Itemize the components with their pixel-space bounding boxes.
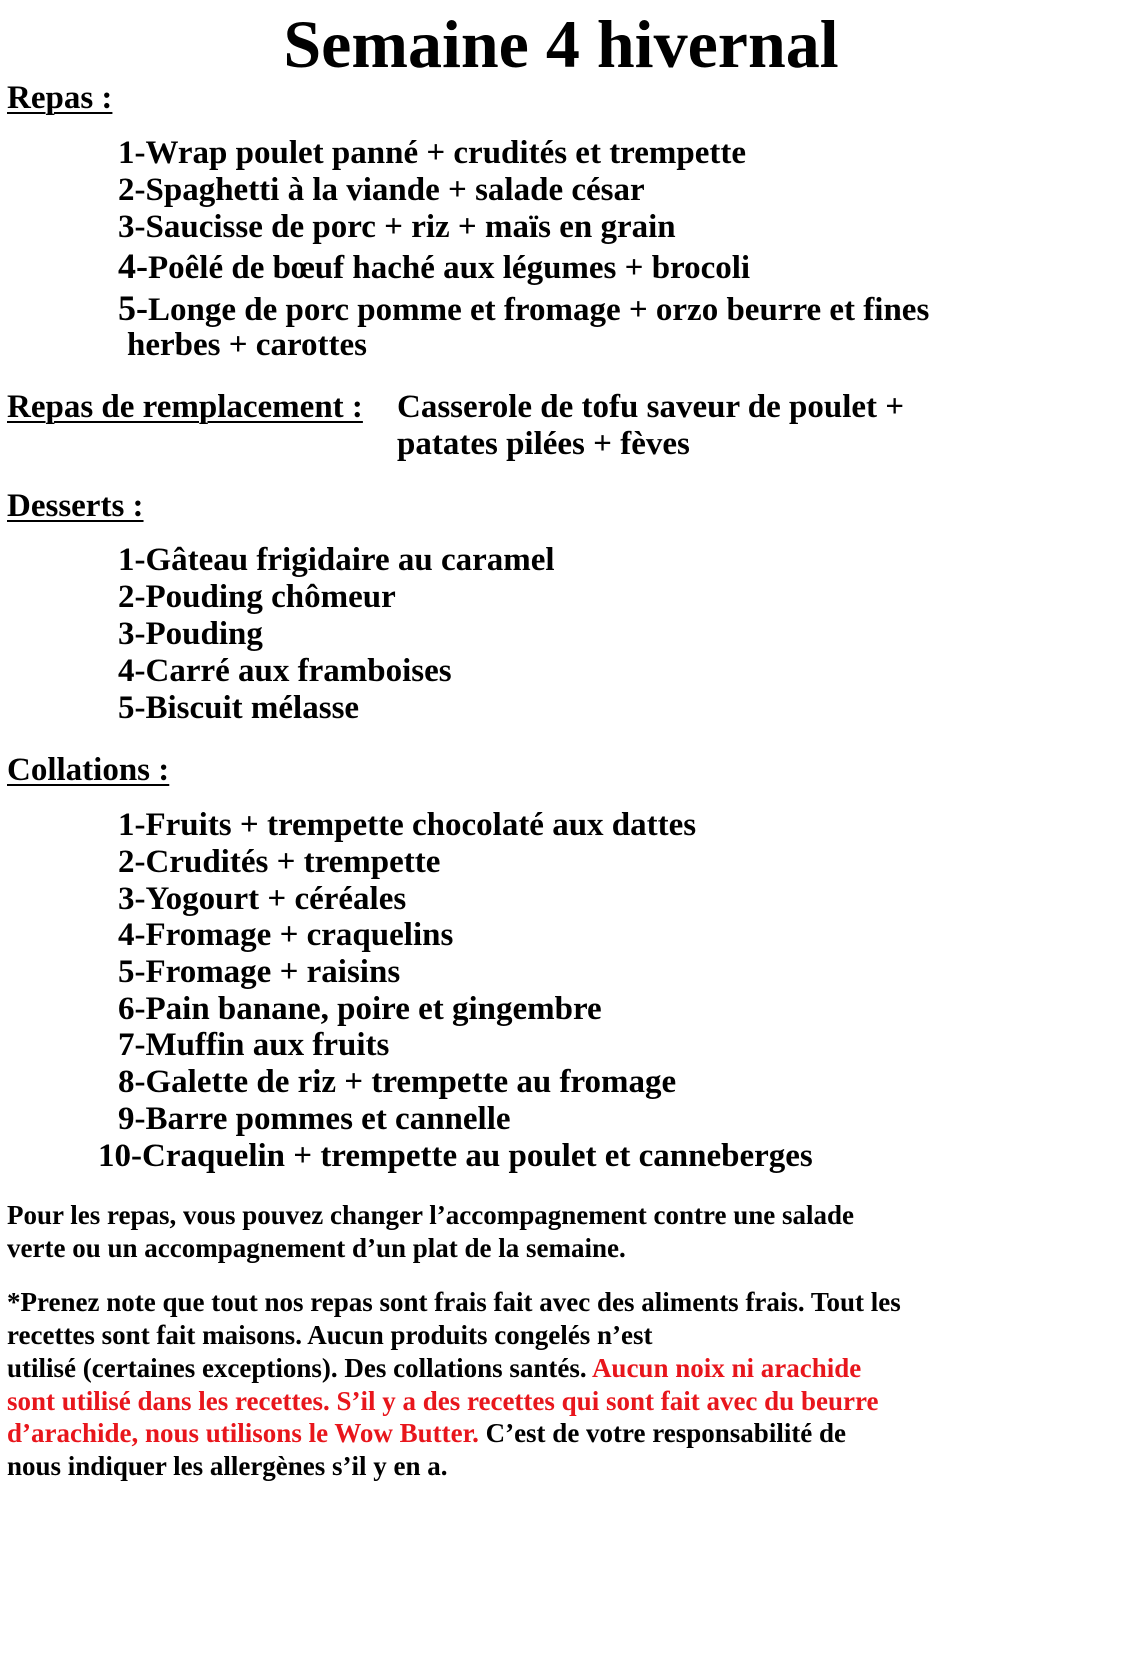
replacement-text: Casserole de tofu saveur de poulet + bbox=[397, 389, 905, 425]
meal-item-continuation: herbes + carottes bbox=[127, 327, 367, 363]
snack-item: 5-Fromage + raisins bbox=[118, 954, 401, 990]
dessert-item: 3-Pouding bbox=[118, 616, 263, 652]
allergy-note: *Prenez note que tout nos repas sont frais fait avec des aliments frais. Tout les bbox=[7, 1287, 901, 1317]
allergy-note bbox=[7, 1351, 861, 1385]
meal-item bbox=[118, 289, 929, 329]
allergy-warning: d’arachide, nous utilisons le Wow Butter. bbox=[7, 1418, 479, 1448]
snack-item: 6-Pain banane, poire et gingembre bbox=[118, 991, 602, 1027]
snack-item: 7-Muffin aux fruits bbox=[118, 1027, 390, 1063]
page-title: Semaine 4 hivernal bbox=[283, 6, 839, 82]
allergy-note: recettes sont fait maisons. Aucun produits congelés n’est bbox=[7, 1320, 653, 1350]
snack-item: 10-Craquelin + trempette au poulet et canneberges bbox=[98, 1138, 813, 1174]
meal-text: Poêlé de bœuf haché aux légumes + brocoli bbox=[148, 250, 751, 286]
snack-item: 4-Fromage + craquelins bbox=[118, 917, 454, 953]
meal-item: 3-Saucisse de porc + riz + maïs en grain bbox=[118, 209, 676, 245]
desserts-heading: Desserts : bbox=[7, 488, 144, 524]
allergy-note-text: utilisé (certaines exceptions). Des collations santés. bbox=[7, 1353, 587, 1383]
substitution-note: Pour les repas, vous pouvez changer l’accompagnement contre une salade bbox=[7, 1200, 854, 1230]
allergy-note bbox=[7, 1416, 846, 1450]
substitution-note: verte ou un accompagnement d’un plat de la semaine. bbox=[7, 1233, 626, 1263]
dessert-item: 4-Carré aux framboises bbox=[118, 653, 452, 689]
meal-item bbox=[118, 247, 750, 287]
meal-item: 1-Wrap poulet panné + crudités et trempette bbox=[118, 135, 746, 171]
dessert-item: 2-Pouding chômeur bbox=[118, 579, 396, 615]
snack-item: 8-Galette de riz + trempette au fromage bbox=[118, 1064, 677, 1100]
meal-text: Longe de porc pomme et fromage + orzo beurre et fines bbox=[148, 292, 930, 328]
dessert-item: 1-Gâteau frigidaire au caramel bbox=[118, 542, 555, 578]
dessert-item: 5-Biscuit mélasse bbox=[118, 690, 360, 726]
meals-heading: Repas : bbox=[7, 80, 113, 116]
allergy-note: nous indiquer les allergènes s’il y en a. bbox=[7, 1451, 448, 1481]
snack-item: 9-Barre pommes et cannelle bbox=[118, 1101, 511, 1137]
snack-item: 1-Fruits + trempette chocolaté aux dattes bbox=[118, 807, 697, 843]
meal-number: 5- bbox=[118, 288, 148, 328]
replacement-text: patates pilées + fèves bbox=[397, 426, 690, 462]
snacks-heading: Collations : bbox=[7, 752, 170, 788]
meal-item: 2-Spaghetti à la viande + salade césar bbox=[118, 172, 645, 208]
allergy-warning: sont utilisé dans les recettes. S’il y a des recettes qui sont fait avec du beurre bbox=[7, 1386, 879, 1416]
replacement-heading: Repas de remplacement : bbox=[7, 389, 363, 425]
snack-item: 3-Yogourt + céréales bbox=[118, 881, 407, 917]
allergy-note-text: C’est de votre responsabilité de bbox=[485, 1418, 847, 1448]
snack-item: 2-Crudités + trempette bbox=[118, 844, 441, 880]
allergy-warning: Aucun noix ni arachide bbox=[591, 1353, 862, 1383]
meal-number: 4- bbox=[118, 246, 148, 286]
